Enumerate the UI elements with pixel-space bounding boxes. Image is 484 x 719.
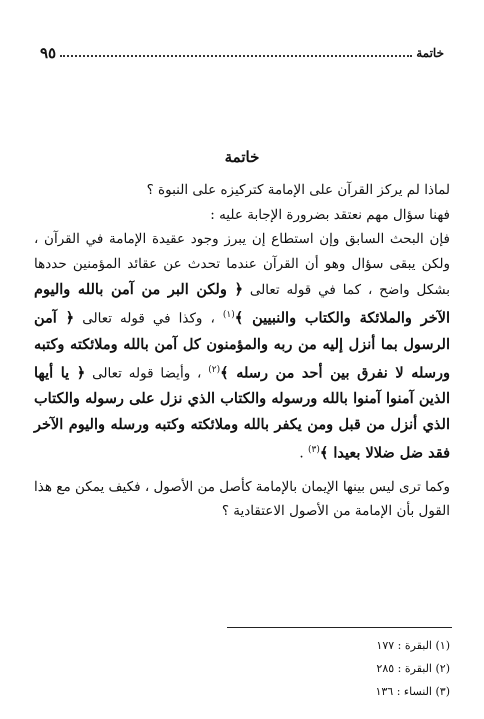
body-text (34, 178, 450, 524)
paragraph-main (34, 227, 450, 467)
running-header (40, 44, 444, 62)
paragraph-main-end: . (299, 445, 304, 462)
footnote-3: (٣) النساء : ١٣٦ (375, 685, 450, 698)
page-number: ٩٥ (40, 44, 57, 62)
footnote-1: (١) البقرة : ١٧٧ (376, 639, 450, 652)
paragraph-gap (34, 467, 450, 475)
paragraph-intro: فهنا سؤال مهم نعتقد بضرورة الإجابة عليه : (210, 206, 450, 223)
paragraph-question: لماذا لم يركز القرآن على الإمامة كتركيزه على النبوة ؟ (146, 182, 450, 198)
footnote-ref-1: (١) (222, 310, 235, 320)
running-title: خاتمة (416, 46, 444, 60)
footnotes (375, 634, 450, 703)
paragraph-main-text-b: ، وكذا في قوله تعالى (82, 310, 215, 327)
footnote-divider (227, 627, 452, 628)
header-dotted-leader (60, 55, 412, 57)
section-title: خاتمة (224, 148, 260, 166)
footnote-ref-2: (٢) (208, 364, 221, 375)
quran-verse-1: ﴿ ولكن البر من آمن بالله واليوم الآخر والملائكة والكتاب والنبيين ﴾ (34, 281, 450, 327)
paragraph-conclusion: وكما ترى ليس بينها الإيمان بالإمامة كأصل من الأصول ، فكيف يمكن مع هذا القول بأن الإمامة من الأصول الاعتقادية ؟ (34, 478, 450, 519)
paragraph-main-text-c: ، وأيضا قوله تعالى (92, 365, 202, 381)
quran-verse-3: ﴿ يا أيها الذين آمنوا آمنوا بالله ورسوله والكتاب الذي نزل على رسوله والكتاب الذي أنزل من قبل ومن يكفر بالله وملائكته وكتبه ورسله واليوم الآخر فقد ضل ضلالا بعيدا ﴾ (34, 364, 450, 462)
footnote-2: (٢) البقرة : ٢٨٥ (376, 662, 450, 675)
footnote-ref-3: (٣) (307, 445, 320, 455)
quran-verse-2: ﴿ آمن الرسول بما أنزل إليه من ربه والمؤمنون كل آمن بالله وملائكته وكتبه ورسله لا نفرق بين أحد من رسله ﴾ (34, 309, 450, 381)
paragraph-main-text-a: فإن البحث السابق وإن استطاع إن يبرز وجود عقيدة الإمامة في القرآن ، ولكن يبقى سؤال وهو أن القرآن عندما تحدث عن عقائد المؤمنين حددها بشكل واضح ، كما في قوله تعالى (34, 231, 450, 298)
